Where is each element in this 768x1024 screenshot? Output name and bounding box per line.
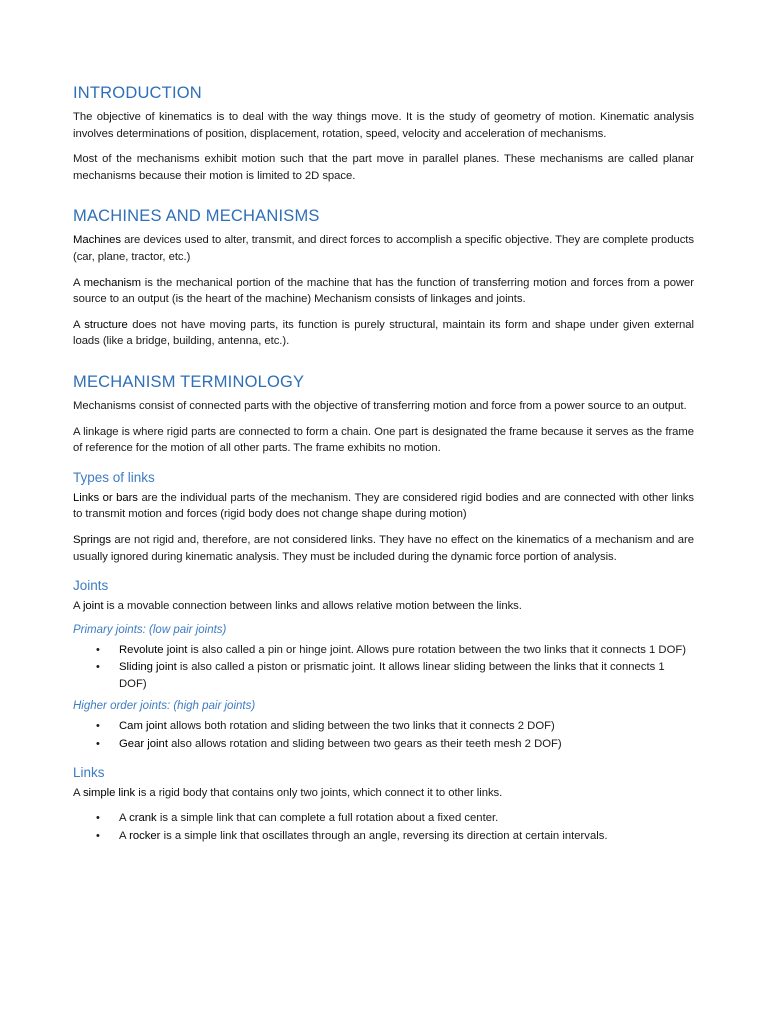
term-sliding-joint: Sliding joint: [119, 661, 177, 674]
heading-links: Links: [73, 764, 105, 780]
rocker-definition: is a simple link that oscillates through an angle, reversing its direction at certain intervals.: [160, 829, 608, 842]
joint-definition: is a movable connection between links and allows relative motion between the links.: [103, 600, 522, 613]
terminology-paragraph-1: Mechanisms consist of connected parts with the objective of transferring motion and force from a power source to an output.: [73, 399, 687, 412]
list-item-sliding-joint: [73, 659, 694, 692]
structure-paragraph: [73, 317, 694, 350]
bullet-icon: •: [96, 661, 100, 674]
links-or-bars-definition: are the individual parts of the mechanism. They are considered rigid bodies and are connected with other links to transmit motion and forces (rigid body does not change shape during motion): [73, 491, 694, 521]
list-item-gear-joint: [73, 736, 694, 753]
bullet-icon: •: [96, 720, 100, 733]
bullet-icon: •: [96, 812, 100, 825]
term-mechanism: mechanism: [83, 276, 141, 289]
list-item-revolute-joint: [73, 642, 694, 659]
joint-article: A: [73, 600, 83, 613]
heading-higher-order-joints: Higher order joints: (high pair joints): [73, 700, 256, 713]
term-links-or-bars: Links or bars: [73, 491, 138, 504]
term-simple-link: simple link: [82, 786, 136, 799]
heading-introduction: INTRODUCTION: [73, 84, 202, 102]
bullet-icon: •: [96, 643, 100, 656]
term-cam-joint: Cam joint: [119, 720, 167, 733]
list-item-cam-joint: [73, 718, 694, 735]
simple-link-article: A: [73, 786, 83, 799]
cam-joint-definition: allows both rotation and sliding between the two links that it connects 2 DOF): [166, 720, 555, 733]
heading-machines-and-mechanisms: MACHINES AND MECHANISMS: [73, 207, 320, 226]
springs-definition: are not rigid and, therefore, are not considered links. They have no effect on the kinematics of a mechanism and are usually ignored during kinematic analysis. They must be included during the dynamic force portion of analysis.: [73, 533, 694, 563]
term-crank: crank: [129, 812, 157, 825]
term-springs: Springs: [73, 533, 111, 546]
mechanism-paragraph: [73, 275, 694, 308]
list-item-rocker: [73, 828, 694, 845]
simple-link-paragraph: [73, 785, 694, 802]
gear-joint-definition: also allows rotation and sliding between two gears as their teeth mesh 2 DOF): [167, 738, 562, 751]
machines-paragraph: [73, 232, 694, 265]
structure-definition: does not have moving parts, its function is purely structural, maintain its form and shape under given external loads (like a bridge, building, antenna, etc.).: [73, 318, 694, 348]
heading-primary-joints: Primary joints: (low pair joints): [73, 623, 227, 636]
link-types-list: [73, 810, 694, 844]
term-joint: joint: [82, 600, 104, 613]
list-item-crank: [73, 810, 694, 827]
bullet-icon: •: [96, 738, 100, 751]
bullet-icon: •: [96, 829, 100, 842]
heading-types-of-links: Types of links: [73, 469, 155, 485]
revolute-joint-definition: is also called a pin or hinge joint. Allows pure rotation between the two links that it connects 1 DOF): [187, 643, 687, 656]
mechanism-article: A: [73, 276, 84, 289]
term-machines: Machines: [73, 234, 121, 247]
structure-article: A: [73, 318, 85, 331]
rocker-article: A: [119, 829, 130, 842]
primary-joints-list: [73, 642, 694, 693]
intro-paragraph-2: Most of the mechanisms exhibit motion such that the part move in parallel planes. These mechanisms are called planar mechanisms because their motion is limited to 2D space.: [73, 153, 694, 182]
joint-paragraph: [73, 598, 694, 615]
crank-article: A: [119, 812, 130, 825]
term-rocker: rocker: [129, 829, 161, 842]
higher-joints-list: [73, 718, 694, 752]
heading-mechanism-terminology: MECHANISM TERMINOLOGY: [73, 372, 305, 391]
crank-definition: is a simple link that can complete a full rotation about a fixed center.: [156, 812, 499, 825]
term-gear-joint: Gear joint: [119, 738, 168, 751]
intro-paragraph-1: The objective of kinematics is to deal with the way things move. It is the study of geometry of motion. Kinematic analysis involves determinations of position, displacement, rotation, speed, velocity and acceleration of mechanisms.: [73, 111, 694, 140]
springs-paragraph: [73, 532, 694, 565]
sliding-joint-definition: is also called a piston or prismatic joint. It allows linear sliding between the links that it connects 1 DOF): [119, 661, 665, 690]
term-revolute-joint: Revolute joint: [119, 643, 188, 656]
term-structure: structure: [84, 318, 128, 331]
links-or-bars-paragraph: [73, 490, 694, 523]
mechanism-definition: is the mechanical portion of the machine that has the function of transferring motion and forces from a power source to an output (is the heart of the machine) Mechanism consists of linkages and joints.: [73, 276, 695, 306]
simple-link-definition: is a rigid body that contains only two joints, which connect it to other links.: [135, 786, 503, 799]
machines-definition: are devices used to alter, transmit, and direct forces to accomplish a specific objective. They are complete products (car, plane, tractor, etc.): [73, 234, 694, 263]
heading-joints: Joints: [73, 578, 109, 594]
terminology-paragraph-2: A linkage is where rigid parts are connected to form a chain. One part is designated the frame because it serves as the frame of reference for the motion of all other parts. The frame exhibits no motion.: [73, 425, 694, 455]
